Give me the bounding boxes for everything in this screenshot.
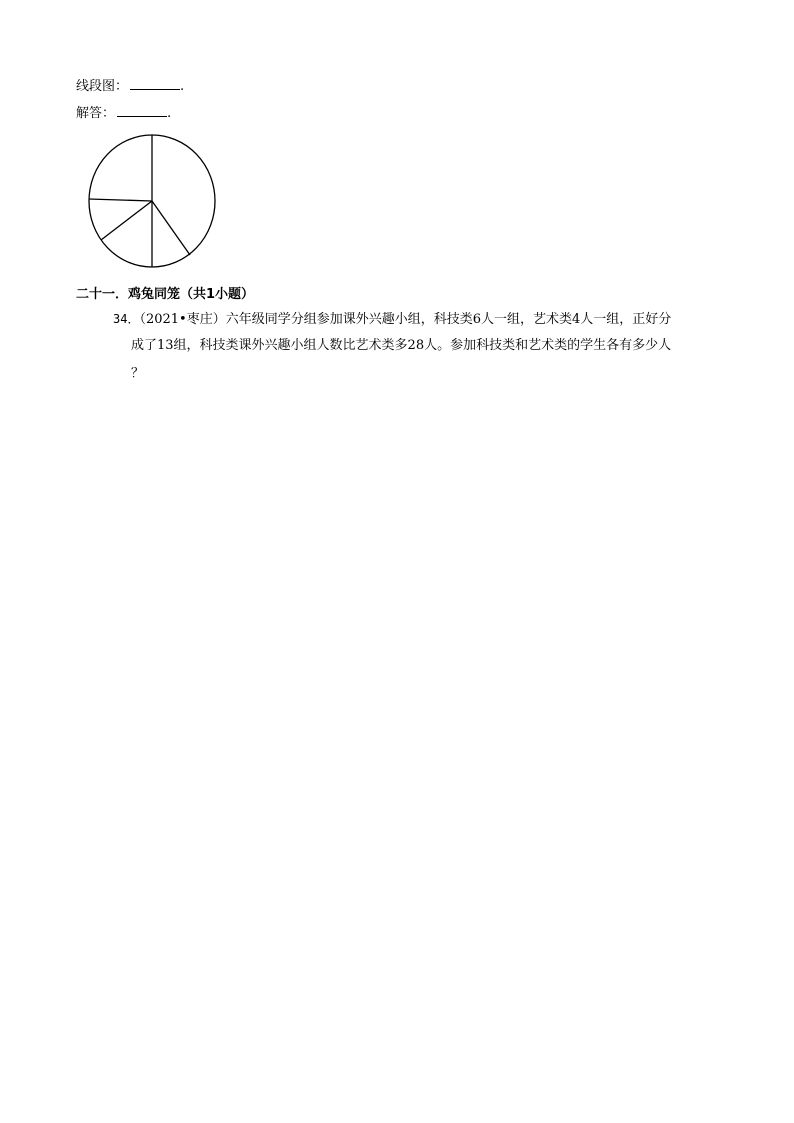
problem-text-3: ？ — [131, 366, 145, 381]
answer-blank[interactable] — [117, 104, 167, 117]
problem-text-1: 六年级同学分组参加课外兴趣小组，科技类6人一组，艺术类4人一组，正好分 — [225, 312, 672, 327]
line-diagram-row — [76, 77, 184, 95]
problem-line-2 — [131, 338, 671, 354]
problem-line-1 — [113, 311, 671, 328]
problem-source: （2021•枣庄） — [139, 312, 226, 327]
problem-number: 34． — [113, 312, 140, 326]
answer-label: 解答： — [76, 106, 116, 121]
problem-line-3 — [131, 366, 144, 382]
line-diagram-blank[interactable] — [130, 77, 180, 90]
answer-row — [76, 104, 171, 122]
section-heading: 二十一．鸡兔同笼（共1小题） — [76, 287, 255, 302]
pie-diagram — [86, 132, 218, 270]
pie-radius-left — [89, 199, 152, 201]
pie-radius-lower-left — [101, 201, 152, 240]
problem-text-2: 成了13组，科技类课外兴趣小组人数比艺术类多28人。参加科技类和艺术类的学生各有多少人 — [131, 338, 672, 353]
line-diagram-label: 线段图： — [76, 79, 129, 94]
pie-radius-lower-right — [152, 201, 190, 255]
answer-suffix: . — [167, 106, 172, 121]
line-diagram-suffix: . — [180, 79, 185, 94]
